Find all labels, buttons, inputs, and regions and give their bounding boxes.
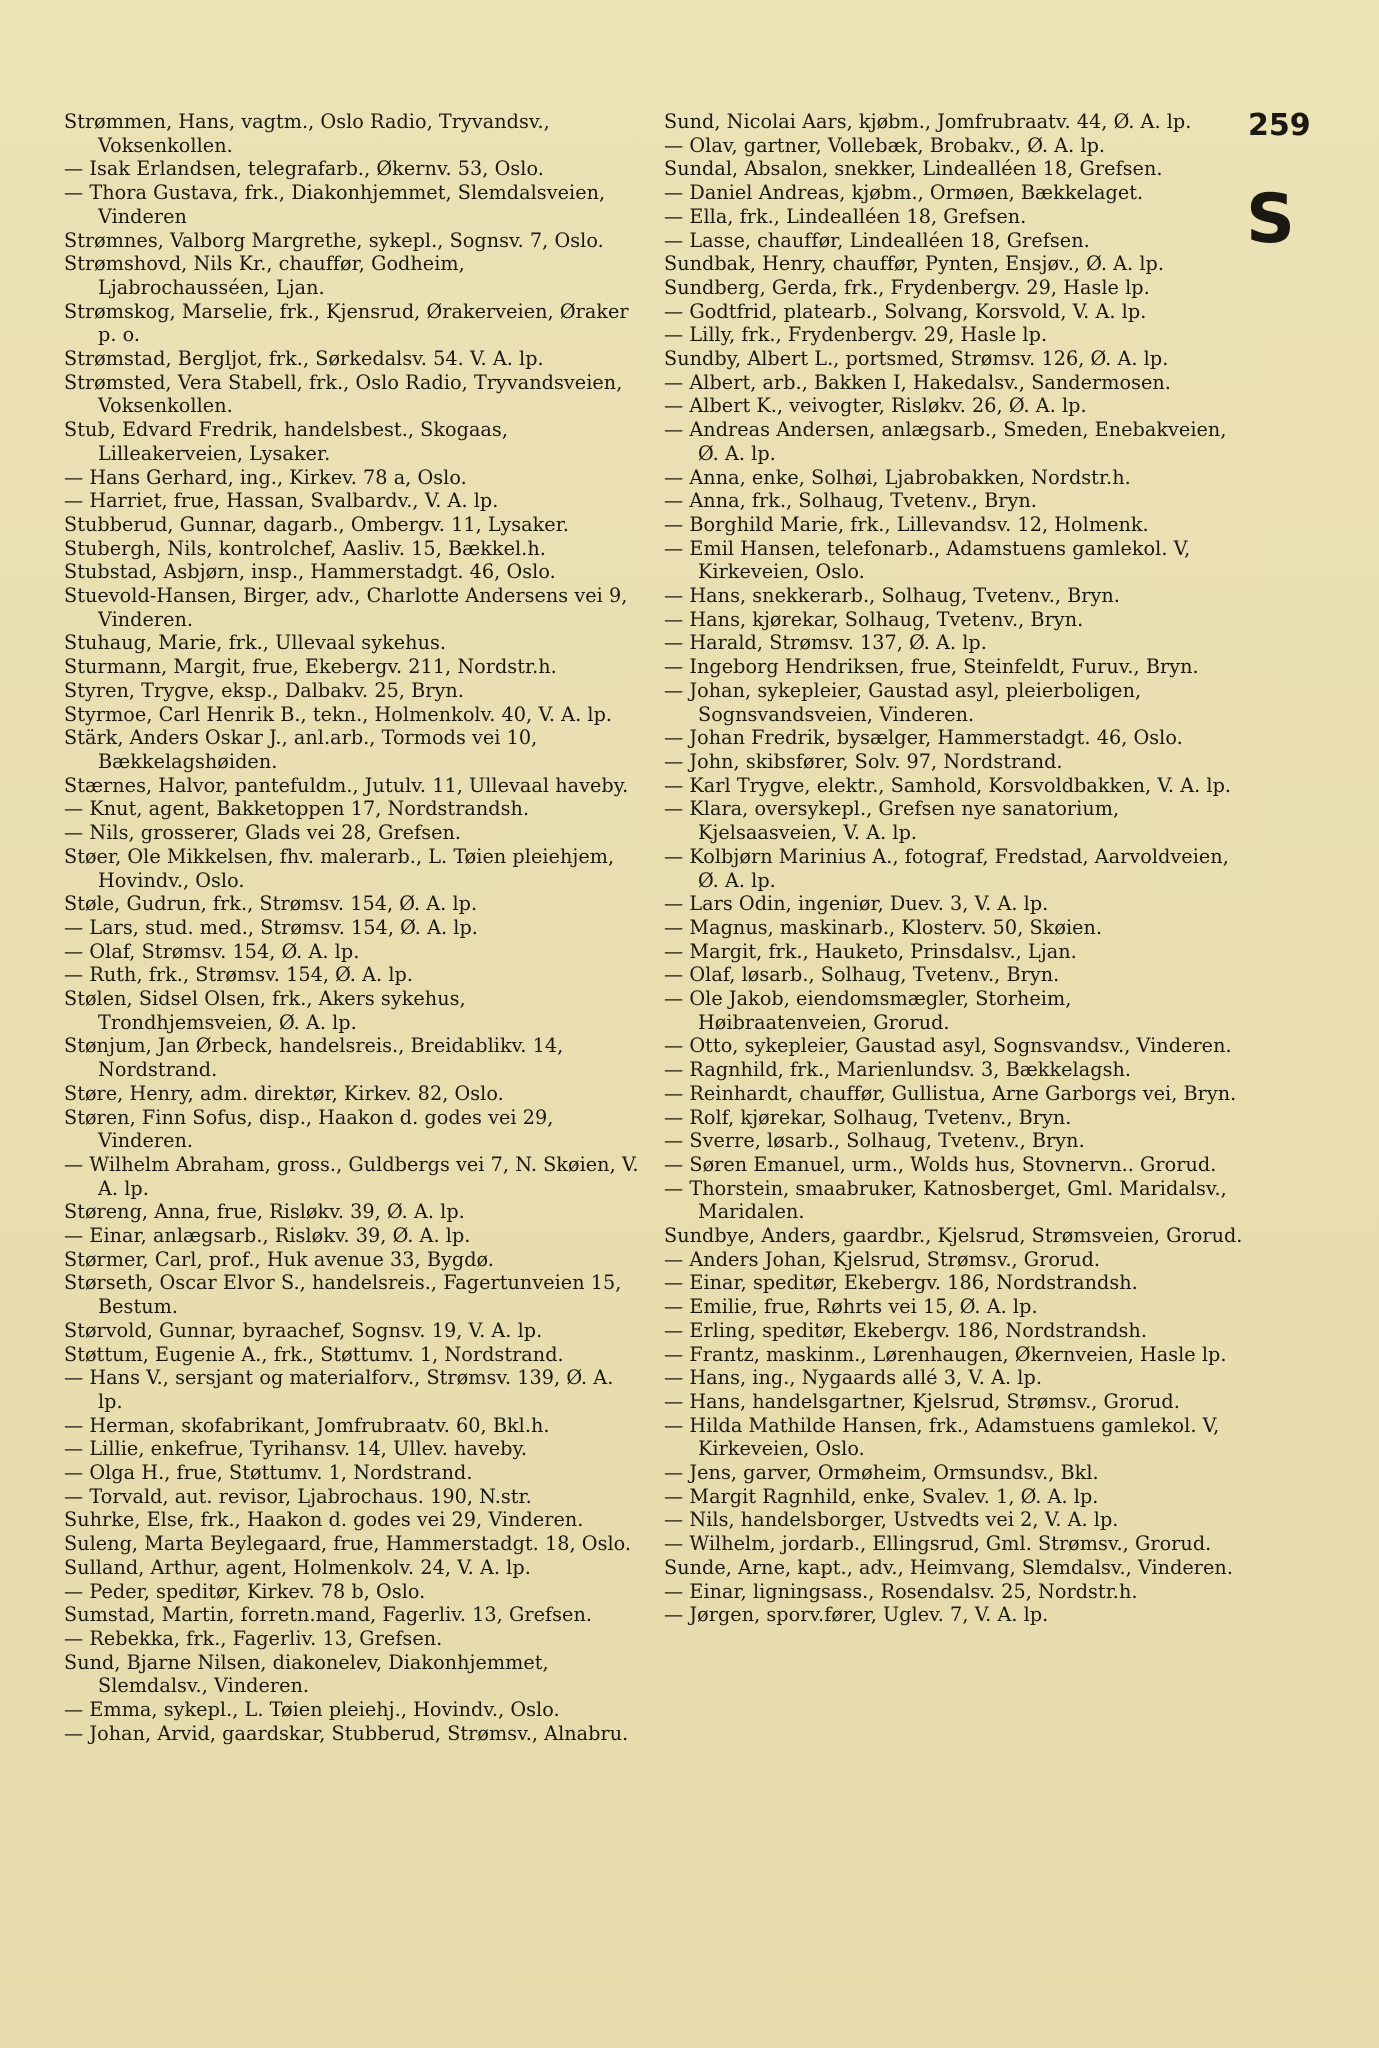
directory-entry: — Lilly, frk., Frydenbergv. 29, Hasle lp. (664, 323, 1048, 347)
directory-entry: Stärk, Anders Oskar J., anl.arb., Tormods vei 10, Bækkelagshøiden. (64, 726, 538, 773)
directory-entry: — Olaf, Strømsv. 154, Ø. A. lp. (64, 939, 360, 963)
directory-entry: — Anders Johan, Kjelsrud, Strømsv., Grorud. (664, 1247, 1101, 1271)
directory-entry: Sundbak, Henry, chauffør, Pynten, Ensjøv., Ø. A. lp. (664, 252, 1164, 276)
directory-entry: — Sverre, løsarb., Solhaug, Tvetenv., Bryn. (664, 1129, 1085, 1153)
directory-entry: — Hans, handelsgartner, Kjelsrud, Strømsv., Grorud. (664, 1389, 1180, 1413)
directory-entry: — John, skibsfører, Solv. 97, Nordstrand. (664, 749, 1063, 773)
directory-entry: Sturmann, Margit, frue, Ekebergv. 211, Nordstr.h. (64, 655, 557, 679)
directory-entry: — Ole Jakob, eiendomsmægler, Storheim, Høibraatenveien, Grorud. (664, 987, 1072, 1034)
directory-entry: — Klara, oversykepl., Grefsen nye sanatorium, Kjelsaasveien, V. A. lp. (664, 797, 1120, 845)
directory-entry: — Rebekka, frk., Fagerliv. 13, Grefsen. (64, 1627, 443, 1650)
directory-entry: — Emilie, frue, Røhrts vei 15, Ø. A. lp. (664, 1295, 1038, 1319)
directory-entry: Størvold, Gunnar, byraachef, Sognsv. 19, V. A. lp. (64, 1318, 543, 1342)
directory-entry: Strømmen, Hans, vagtm., Oslo Radio, Tryvandsv., Voksenkollen. (64, 110, 550, 157)
directory-entry: — Jørgen, sporv.fører, Uglev. 7, V. A. lp. (664, 1603, 1049, 1627)
directory-entry: — Wilhelm Abraham, gross., Guldbergs vei 7, N. Skøien, V. A. lp. (64, 1152, 639, 1200)
directory-entry: — Knut, agent, Bakketoppen 17, Nordstrandsh. (64, 797, 530, 821)
directory-entry: — Hilda Mathilde Hansen, frk., Adamstuens gamlekol. V, Kirkeveien, Oslo. (664, 1413, 1220, 1461)
directory-entry: — Margit Ragnhild, enke, Svalev. 1, Ø. A. lp. (664, 1484, 1099, 1508)
directory-entry: — Ingeborg Hendriksen, frue, Steinfeldt, Furuv., Bryn. (664, 655, 1199, 679)
directory-entry: — Lasse, chauffør, Lindealléen 18, Grefsen. (664, 228, 1090, 252)
directory-entry: Styren, Trygve, eksp., Dalbakv. 25, Bryn. (64, 678, 464, 702)
directory-entry: Støreng, Anna, frue, Risløkv. 39, Ø. A. lp. (64, 1200, 465, 1224)
directory-entry: Strømskog, Marselie, frk., Kjensrud, Ørakerveien, Øraker p. o. (64, 299, 629, 347)
directory-entry: Strømnes, Valborg Margrethe, sykepl., Sognsv. 7, Oslo. (64, 228, 604, 252)
right-column (664, 110, 1246, 1627)
directory-entry: — Reinhardt, chauffør, Gullistua, Arne Garborgs vei, Bryn. (664, 1081, 1237, 1105)
directory-entry: — Thorstein, smaabruker, Katnosberget, Gml. Maridalsv., Maridalen. (664, 1176, 1227, 1224)
directory-entry: — Ragnhild, frk., Marienlundsv. 3, Bækkelagsh. (664, 1058, 1132, 1082)
directory-entry: — Herman, skofabrikant, Jomfrubraatv. 60, Bkl.h. (64, 1413, 550, 1437)
directory-entry: — Wilhelm, jordarb., Ellingsrud, Gml. Strømsv., Grorud. (664, 1532, 1212, 1556)
directory-entry: — Anna, enke, Solhøi, Ljabrobakken, Nordstr.h. (664, 465, 1131, 489)
directory-entry: — Albert, arb., Bakken I, Hakedalsv., Sandermosen. (664, 370, 1171, 394)
directory-entry: — Borghild Marie, frk., Lillevandsv. 12, Holmenk. (664, 512, 1149, 536)
directory-entry: — Emma, sykepl., L. Tøien pleiehj., Hovindv., Oslo. (64, 1698, 560, 1722)
directory-entry: — Ruth, frk., Strømsv. 154, Ø. A. lp. (64, 963, 413, 987)
section-letter: S (1246, 180, 1295, 259)
directory-entry: — Einar, anlægsarb., Risløkv. 39, Ø. A. lp. (64, 1224, 471, 1248)
directory-entry: — Andreas Andersen, anlægsarb., Smeden, Enebakveien, Ø. A. lp. (664, 418, 1227, 465)
directory-entry: Sund, Bjarne Nilsen, diakonelev, Diakonhjemmet, Slemdalsv., Vinderen. (64, 1650, 549, 1698)
directory-entry: Sunde, Arne, kapt., adv., Heimvang, Slemdalsv., Vinderen. (664, 1555, 1233, 1579)
directory-entry: — Godtfrid, platearb., Solvang, Korsvold, V. A. lp. (664, 299, 1147, 323)
directory-entry: — Thora Gustava, frk., Diakonhjemmet, Slemdalsveien, Vinderen (64, 181, 606, 228)
directory-entry: — Kolbjørn Marinius A., fotograf, Fredstad, Aarvoldveien, Ø. A. lp. (664, 844, 1229, 892)
directory-entry: — Torvald, aut. revisor, Ljabrochaus. 190, N.str. (64, 1484, 532, 1508)
directory-entry: Stølen, Sidsel Olsen, frk., Akers sykehus, Trondhjemsveien, Ø. A. lp. (64, 987, 466, 1034)
directory-entry: Strømshovd, Nils Kr., chauffør, Godheim, Ljabrochausséen, Ljan. (64, 252, 465, 299)
directory-entry: Suhrke, Else, frk., Haakon d. godes vei 29, Vinderen. (64, 1508, 584, 1532)
directory-entry: Støren, Finn Sofus, disp., Haakon d. godes vei 29, Vinderen. (64, 1105, 554, 1153)
directory-entry: Sundbye, Anders, gaardbr., Kjelsrud, Strømsveien, Grorud. (664, 1224, 1243, 1248)
directory-entry: — Olav, gartner, Vollebæk, Brobakv., Ø. A. lp. (664, 133, 1106, 157)
directory-entry: Sulland, Arthur, agent, Holmenkolv. 24, V. A. lp. (64, 1555, 531, 1579)
directory-entry: Stubstad, Asbjørn, insp., Hammerstadgt. 46, Oslo. (64, 560, 556, 584)
page-number: 259 (1248, 108, 1311, 143)
directory-entry: Stærnes, Halvor, pantefuldm., Jutulv. 11, Ullevaal haveby. (64, 773, 629, 797)
directory-entry: — Hans Gerhard, ing., Kirkev. 78 a, Oslo. (64, 465, 467, 489)
directory-entry: Stønjum, Jan Ørbeck, handelsreis., Breidablikv. 14, Nordstrand. (64, 1034, 564, 1082)
left-column (64, 110, 640, 1746)
directory-entry: Strømsted, Vera Stabell, frk., Oslo Radio, Tryvandsveien, Voksenkollen. (64, 370, 623, 418)
directory-entry: — Hans, snekkerarb., Solhaug, Tvetenv., Bryn. (664, 584, 1120, 608)
directory-entry: Støle, Gudrun, frk., Strømsv. 154, Ø. A. lp. (64, 892, 478, 916)
directory-entry: — Einar, speditør, Ekebergv. 186, Nordstrandsh. (664, 1271, 1138, 1295)
directory-entry: — Lillie, enkefrue, Tyrihansv. 14, Ullev. haveby. (64, 1437, 528, 1461)
directory-entry: Støer, Ole Mikkelsen, fhv. malerarb., L. Tøien pleiehjem, Hovindv., Oslo. (64, 844, 615, 892)
directory-entry: Sund, Nicolai Aars, kjøbm., Jomfrubraatv. 44, Ø. A. lp. (664, 110, 1192, 133)
directory-entry: — Rolf, kjørekar, Solhaug, Tvetenv., Bryn. (664, 1105, 1072, 1129)
directory-entry: Støttum, Eugenie A., frk., Støttumv. 1, Nordstrand. (64, 1342, 564, 1366)
directory-entry: Stuevold-Hansen, Birger, adv., Charlotte Andersens vei 9, Vinderen. (64, 584, 628, 631)
directory-entry: — Søren Emanuel, urm., Wolds hus, Stovnervn.. Grorud. (664, 1152, 1217, 1176)
directory-entry: Sumstad, Martin, forretn.mand, Fagerliv. 13, Grefsen. (64, 1603, 592, 1627)
directory-entry: — Lars Odin, ingeniør, Duev. 3, V. A. lp. (664, 892, 1049, 916)
directory-entry: — Peder, speditør, Kirkev. 78 b, Oslo. (64, 1579, 426, 1603)
directory-entry: Størseth, Oscar Elvor S., handelsreis., Fagertunveien 15, Bestum. (64, 1271, 622, 1319)
directory-entry: Sundby, Albert L., portsmed, Strømsv. 126, Ø. A. lp. (664, 347, 1169, 371)
directory-entry: Stubberud, Gunnar, dagarb., Ombergv. 11, Lysaker. (64, 512, 569, 536)
directory-entry: Størmer, Carl, prof., Huk avenue 33, Bygdø. (64, 1247, 494, 1271)
directory-entry: — Johan Fredrik, bysælger, Hammerstadgt. 46, Oslo. (664, 726, 1183, 750)
directory-entry: — Ella, frk., Lindealléen 18, Grefsen. (664, 204, 1027, 228)
directory-entry: Stub, Edvard Fredrik, handelsbest., Skogaas, Lilleakerveien, Lysaker. (64, 418, 508, 465)
directory-entry: — Einar, ligningsass., Rosendalsv. 25, Nordstr.h. (664, 1579, 1138, 1603)
directory-entry: — Nils, handelsborger, Ustvedts vei 2, V. A. lp. (664, 1508, 1119, 1532)
directory-entry: Strømstad, Bergljot, frk., Sørkedalsv. 54. V. A. lp. (64, 347, 544, 371)
directory-entry: — Anna, frk., Solhaug, Tvetenv., Bryn. (664, 489, 1037, 513)
directory-entry: — Daniel Andreas, kjøbm., Ormøen, Bækkelaget. (664, 181, 1144, 205)
directory-entry: — Jens, garver, Ormøheim, Ormsundsv., Bkl. (664, 1461, 1099, 1485)
directory-entry: — Hans, kjørekar, Solhaug, Tvetenv., Bryn. (664, 607, 1084, 631)
directory-entry: — Frantz, maskinm., Lørenhaugen, Økernveien, Hasle lp. (664, 1342, 1227, 1366)
directory-entry: Støre, Henry, adm. direktør, Kirkev. 82, Oslo. (64, 1081, 504, 1105)
directory-entry: — Hans, ing., Nygaards allé 3, V. A. lp. (664, 1366, 1042, 1390)
directory-entry: Styrmoe, Carl Henrik B., tekn., Holmenkolv. 40, V. A. lp. (64, 702, 613, 726)
directory-entry: — Johan, Arvid, gaardskar, Stubberud, Strømsv., Alnabru. (64, 1721, 629, 1745)
directory-entry: — Nils, grosserer, Glads vei 28, Grefsen. (64, 821, 462, 845)
directory-entry: Stubergh, Nils, kontrolchef, Aasliv. 15, Bækkel.h. (64, 536, 546, 560)
directory-entry: — Olaf, løsarb., Solhaug, Tvetenv., Bryn. (664, 963, 1060, 987)
directory-entry: — Otto, sykepleier, Gaustad asyl, Sognsvandsv., Vinderen. (664, 1034, 1232, 1058)
directory-entry: — Harriet, frue, Hassan, Svalbardv., V. A. lp. (64, 489, 499, 513)
directory-entry: — Lars, stud. med., Strømsv. 154, Ø. A. lp. (64, 915, 478, 939)
directory-entry: Suleng, Marta Beylegaard, frue, Hammerstadgt. 18, Oslo. (64, 1532, 632, 1556)
directory-entry: — Karl Trygve, elektr., Samhold, Korsvoldbakken, V. A. lp. (664, 773, 1232, 797)
directory-entry: — Magnus, maskinarb., Klosterv. 50, Skøien. (664, 915, 1103, 939)
directory-entry: — Isak Erlandsen, telegrafarb., Økernv. 53, Oslo. (64, 157, 544, 181)
directory-entry: — Emil Hansen, telefonarb., Adamstuens gamlekol. V, Kirkeveien, Oslo. (664, 536, 1191, 584)
directory-entry: — Harald, Strømsv. 137, Ø. A. lp. (664, 631, 987, 655)
directory-entry: Stuhaug, Marie, frk., Ullevaal sykehus. (64, 631, 447, 655)
directory-entry: Sundal, Absalon, snekker, Lindealléen 18, Grefsen. (664, 157, 1163, 181)
directory-entry: — Hans V., sersjant og materialforv., Strømsv. 139, Ø. A. lp. (64, 1366, 614, 1413)
directory-entry: — Erling, speditør, Ekebergv. 186, Nordstrandsh. (664, 1318, 1147, 1342)
directory-entry: Sundberg, Gerda, frk., Frydenbergv. 29, Hasle lp. (664, 275, 1150, 299)
directory-entry: — Johan, sykepleier, Gaustad asyl, pleierboligen, Sognsvandsveien, Vinderen. (664, 678, 1142, 726)
directory-entry: — Albert K., veivogter, Risløkv. 26, Ø. A. lp. (664, 394, 1087, 418)
directory-entry: — Olga H., frue, Støttumv. 1, Nordstrand. (64, 1461, 473, 1485)
directory-entry: — Margit, frk., Hauketo, Prinsdalsv., Ljan. (664, 939, 1077, 963)
